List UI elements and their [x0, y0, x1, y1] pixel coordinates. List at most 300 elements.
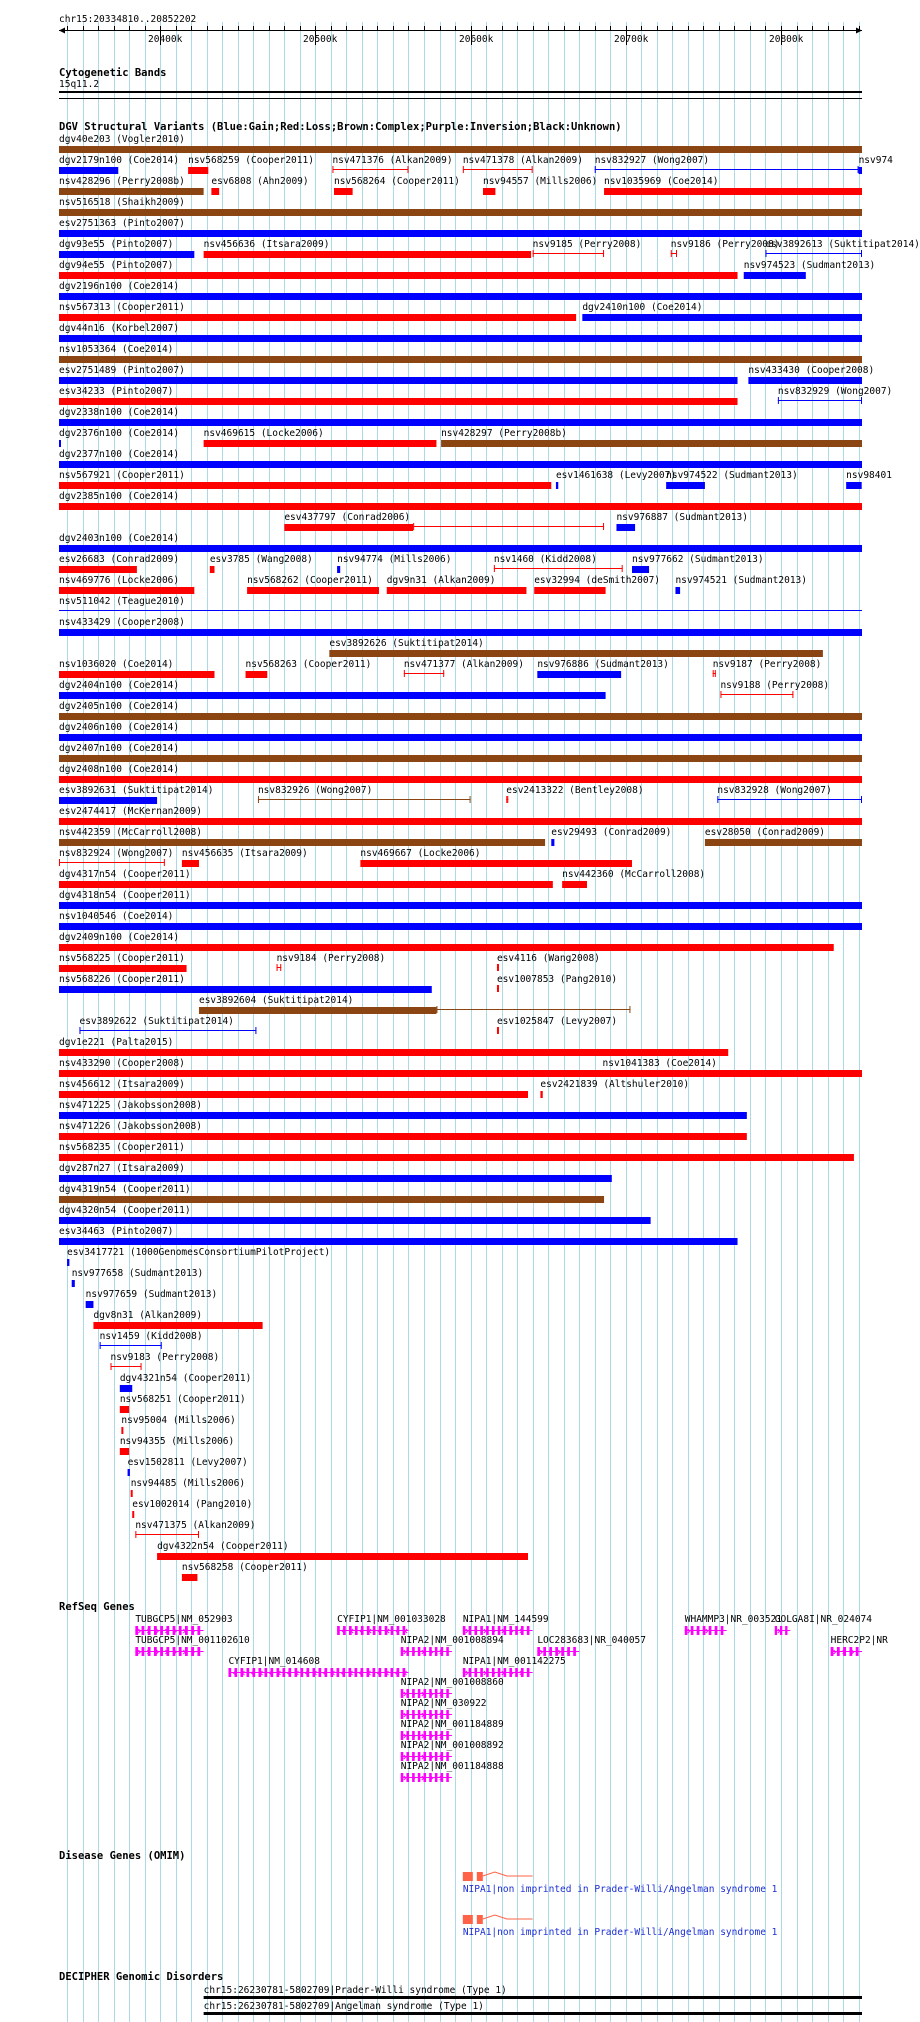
ruler-tick-label: 20800k	[769, 34, 804, 45]
sv-feature-bar	[59, 1154, 854, 1161]
sv-feature-bar	[131, 1490, 133, 1497]
sv-feature-label: dgv2196n100 (Coe2014)	[59, 281, 180, 292]
sv-feature-cap	[255, 1027, 256, 1034]
sv-feature-cap	[778, 397, 779, 404]
gene-exon	[469, 1626, 472, 1635]
gene-exon	[856, 1647, 859, 1656]
sv-feature-label: nsv94557 (Mills2006)	[482, 176, 598, 187]
gene-exon	[721, 1626, 724, 1635]
sv-feature-label: nsv568251 (Cooper2011)	[119, 1394, 246, 1405]
gene-exon	[228, 1668, 231, 1677]
sv-feature-label: nsv568264 (Cooper2011)	[334, 176, 460, 187]
sv-feature-label: nsv567921 (Cooper2011)	[59, 470, 185, 481]
gene-exon	[154, 1626, 157, 1635]
sv-feature-label: nsv94774 (Mills2006)	[337, 554, 452, 565]
sv-feature-label: nsv832926 (Wong2007)	[257, 785, 373, 796]
gene-exon	[837, 1647, 840, 1656]
sv-feature-label: esv6808 (Ahn2009)	[211, 176, 309, 187]
track-title-dgv: DGV Structural Variants (Blue:Gain;Red:Loss;Brown:Complex;Purple:Inversion;Black:Unknown)	[59, 121, 622, 133]
sv-feature-bar	[59, 755, 862, 762]
gene-label: CYFIP1|NM_014608	[228, 1656, 320, 1667]
decipher-label: chr15:26230781-5802709|Prader-Willi syndrome (Type 1)	[203, 1985, 507, 1996]
gene-label: LOC283683|NR_040057	[537, 1635, 646, 1646]
sv-feature-label: esv3892626 (Suktitipat2014)	[329, 638, 484, 649]
sv-feature-bar	[744, 272, 806, 279]
sv-feature-cap	[861, 397, 862, 404]
omim-exon	[463, 1872, 473, 1881]
sv-feature-bar	[59, 482, 551, 489]
sv-feature-label: nsv977658 (Sudmant2013)	[71, 1268, 204, 1279]
sv-feature-thin	[404, 673, 444, 674]
sv-feature-label: nsv9183 (Perry2008)	[110, 1352, 220, 1363]
sv-feature-cap	[463, 166, 464, 173]
sv-feature-bar	[121, 1427, 123, 1434]
sv-feature-bar	[556, 482, 558, 489]
track-title-omim: Disease Genes (OMIM)	[59, 1850, 186, 1862]
track-title-cytoband: Cytogenetic Bands	[59, 67, 167, 79]
sv-feature-label: dgv1e221 (Palta2015)	[59, 1037, 174, 1048]
sv-feature-bar	[59, 1070, 603, 1077]
decipher-label: chr15:26230781-5802709|Angelman syndrome (Type 1)	[203, 2001, 484, 2012]
omim-exon	[477, 1915, 483, 1924]
gene-exon	[555, 1647, 558, 1656]
gene-exon	[179, 1647, 182, 1656]
gene-exon	[469, 1668, 472, 1677]
sv-feature-label: dgv8n31 (Alkan2009)	[93, 1310, 203, 1321]
gene-exon	[703, 1626, 706, 1635]
sv-feature-bar	[59, 944, 834, 951]
sv-feature-label: nsv456636 (Itsara2009)	[203, 239, 330, 250]
sv-feature-cap	[100, 1342, 101, 1349]
sv-feature-cap	[59, 859, 60, 866]
sv-feature-thin	[100, 1345, 162, 1346]
sv-feature-label: nsv471226 (Jakobsson2008)	[59, 1121, 202, 1132]
sv-feature-bar	[562, 881, 587, 888]
sv-feature-label: dgv40e203 (Vogler2010)	[59, 134, 185, 145]
sv-feature-bar	[204, 251, 531, 258]
sv-feature-label: nsv568225 (Cooper2011)	[59, 953, 185, 964]
sv-feature-label: nsv95004 (Mills2006)	[121, 1415, 236, 1426]
sv-feature-bar	[59, 440, 61, 447]
sv-feature-label: dgv93e55 (Pinto2007)	[59, 239, 174, 250]
sv-feature-bar	[67, 1259, 69, 1266]
omim-label: NIPA1|non imprinted in Prader-Willi/Angelman syndrome 1	[462, 1884, 778, 1895]
sv-feature-cap	[532, 166, 533, 173]
gene-exon	[403, 1626, 406, 1635]
gene-exon	[498, 1626, 501, 1635]
omim-intron-line	[483, 1915, 533, 1919]
sv-feature-label: nsv568258 (Cooper2011)	[181, 1562, 308, 1573]
sv-feature-bar	[59, 713, 862, 720]
gene-exon	[429, 1731, 432, 1740]
sv-feature-label: nsv456635 (Itsara2009)	[181, 848, 308, 859]
sv-feature-bar	[846, 482, 862, 489]
sv-feature-cap	[595, 166, 596, 173]
gene-exon	[561, 1647, 564, 1656]
gene-exon	[401, 1752, 404, 1761]
sv-feature-label: nsv442359 (McCarroll2008)	[59, 827, 202, 838]
sv-feature-label: nsv1035969 (Coe2014)	[604, 176, 719, 187]
sv-feature-label: nsv9184 (Perry2008)	[276, 953, 386, 964]
sv-feature-bar	[603, 1070, 862, 1077]
gene-label: NIPA2|NM_001184889	[400, 1719, 504, 1730]
gene-exon	[537, 1647, 540, 1656]
sv-feature-label: esv2751489 (Pinto2007)	[59, 365, 185, 376]
sv-feature-label: nsv1036020 (Coe2014)	[59, 659, 174, 670]
gene-exon	[396, 1668, 399, 1677]
gene-exon	[785, 1626, 787, 1635]
gene-exon	[160, 1626, 163, 1635]
ruler-tick-label: 20500k	[303, 34, 338, 45]
gene-exon	[435, 1710, 438, 1719]
sv-feature-cap	[258, 796, 259, 803]
gene-label: NIPA2|NM_001008892	[400, 1740, 504, 1751]
gene-exon	[480, 1626, 483, 1635]
gene-exon	[543, 1647, 546, 1656]
gene-exon	[142, 1647, 145, 1656]
sv-feature-bar	[59, 839, 545, 846]
gene-exon	[429, 1689, 432, 1698]
sv-feature-label: nsv471375 (Alkan2009)	[135, 1520, 256, 1531]
sv-feature-bar	[59, 1238, 738, 1245]
sv-feature-bar	[59, 545, 862, 552]
sv-feature-cap	[161, 1342, 162, 1349]
sv-feature-bar	[72, 1280, 75, 1287]
gene-exon	[360, 1668, 363, 1677]
sv-feature-cap	[498, 985, 499, 992]
sv-feature-label: nsv428297 (Perry2008b)	[441, 428, 567, 439]
gene-exon	[463, 1668, 466, 1677]
sv-feature-label: nsv1053364 (Coe2014)	[59, 344, 174, 355]
sv-feature-cap	[497, 985, 498, 992]
gene-exon	[390, 1668, 393, 1677]
sv-feature-bar	[59, 881, 553, 888]
gene-exon	[401, 1773, 404, 1782]
sv-feature-bar	[210, 566, 215, 573]
gene-exon	[401, 1647, 404, 1656]
sv-feature-bar	[59, 146, 862, 153]
sv-feature-bar	[59, 923, 862, 930]
gene-exon	[324, 1668, 327, 1677]
sv-feature-bar	[59, 965, 187, 972]
gene-exon	[463, 1626, 466, 1635]
sv-feature-bar	[247, 587, 379, 594]
gene-exon	[418, 1647, 421, 1656]
sv-feature-label: nsv471377 (Alkan2009)	[403, 659, 524, 670]
sv-feature-bar	[120, 1406, 129, 1413]
gene-exon	[849, 1647, 852, 1656]
sv-feature-bar	[132, 1511, 134, 1518]
sv-feature-label: dgv4320n54 (Cooper2011)	[59, 1205, 191, 1216]
sv-feature-label: esv29493 (Conrad2009)	[551, 827, 672, 838]
gene-exon	[418, 1689, 421, 1698]
gene-exon	[372, 1668, 375, 1677]
sv-feature-cap	[198, 1531, 199, 1538]
sv-feature-bar	[537, 671, 621, 678]
sv-feature-bar	[59, 1091, 528, 1098]
sv-feature-label: dgv94e55 (Pinto2007)	[59, 260, 174, 271]
gene-exon	[527, 1668, 530, 1677]
gene-exon	[300, 1668, 303, 1677]
sv-feature-label: esv3892604 (Suktitipat2014)	[198, 995, 354, 1006]
gene-exon	[173, 1647, 176, 1656]
sv-feature-label: dgv4318n54 (Cooper2011)	[59, 890, 191, 901]
sv-feature-bar	[59, 671, 214, 678]
gene-exon	[685, 1626, 688, 1635]
gene-label: TUBGCP5|NM_052903	[135, 1614, 233, 1625]
sv-feature-bar	[199, 1007, 436, 1014]
sv-feature-thin	[413, 526, 604, 527]
sv-feature-label: nsv456612 (Itsara2009)	[59, 1079, 185, 1090]
gene-exon	[435, 1773, 438, 1782]
gene-exon	[691, 1626, 694, 1635]
sv-feature-label: nsv469667 (Locke2006)	[360, 848, 481, 859]
sv-feature-label: dgv4322n54 (Cooper2011)	[157, 1541, 289, 1552]
gene-exon	[406, 1773, 409, 1782]
gene-exon	[401, 1689, 404, 1698]
sv-feature-bar	[59, 209, 862, 216]
sv-feature-label: dgv2408n100 (Coe2014)	[59, 764, 180, 775]
ruler-tick-label: 20600k	[459, 34, 494, 45]
sv-feature-bar	[387, 587, 527, 594]
gene-exon	[509, 1668, 512, 1677]
sv-feature-label: dgv2179n100 (Coe2014)	[59, 155, 180, 166]
sv-feature-label: nsv94355 (Mills2006)	[119, 1436, 235, 1447]
sv-feature-bar	[59, 986, 432, 993]
sv-feature-label: dgv2404n100 (Coe2014)	[59, 680, 180, 691]
gene-exon	[509, 1626, 512, 1635]
sv-feature-label: nsv974	[858, 155, 893, 166]
sv-feature-bar	[329, 650, 823, 657]
gene-exon	[515, 1626, 518, 1635]
sv-feature-label: esv28050 (Conrad2009)	[704, 827, 826, 838]
sv-feature-cap	[141, 1363, 142, 1370]
sv-feature-bar	[59, 503, 862, 510]
sv-feature-cap	[717, 796, 718, 803]
gene-exon	[401, 1731, 404, 1740]
sv-feature-label: nsv1459 (Kidd2008)	[99, 1331, 203, 1342]
sv-feature-label: dgv2377n100 (Coe2014)	[59, 449, 180, 460]
sv-feature-label: esv3892622 (Suktitipat2014)	[79, 1016, 234, 1027]
sv-feature-cap	[79, 1027, 80, 1034]
sv-feature-label: nsv433290 (Cooper2008)	[59, 1058, 185, 1069]
gene-exon	[373, 1626, 376, 1635]
gene-exon	[406, 1710, 409, 1719]
gene-exon	[354, 1668, 357, 1677]
sv-feature-label: esv2751363 (Pinto2007)	[59, 218, 185, 229]
sv-feature-label: dgv4319n54 (Cooper2011)	[59, 1184, 191, 1195]
sv-feature-label: dgv2410n100 (Coe2014)	[582, 302, 703, 313]
gene-label: GOLGA8I|NR_024074	[774, 1614, 872, 1625]
sv-feature-thin	[717, 799, 862, 800]
sv-feature-label: nsv1460 (Kidd2008)	[493, 554, 597, 565]
sv-feature-thin	[720, 694, 793, 695]
sv-feature-label: dgv2403n100 (Coe2014)	[59, 533, 180, 544]
gene-exon	[406, 1731, 409, 1740]
sv-feature-label: nsv433429 (Cooper2008)	[59, 617, 185, 628]
gene-exon	[378, 1668, 381, 1677]
sv-feature-bar	[59, 692, 606, 699]
sv-feature-label: nsv832928 (Wong2007)	[717, 785, 832, 796]
gene-exon	[486, 1626, 489, 1635]
sv-feature-label: dgv287n27 (Itsara2009)	[59, 1163, 185, 1174]
sv-feature-bar	[337, 566, 340, 573]
sv-feature-bar	[551, 839, 554, 846]
sv-feature-cap	[443, 670, 444, 677]
sv-feature-cap	[622, 565, 623, 572]
sv-feature-label: dgv2405n100 (Coe2014)	[59, 701, 180, 712]
sv-feature-label: dgv2409n100 (Coe2014)	[59, 932, 180, 943]
sv-feature-cap	[507, 796, 508, 803]
decipher-bar	[204, 1996, 862, 1999]
gene-exon	[343, 1626, 346, 1635]
sv-feature-label: nsv9186 (Perry2008)	[670, 239, 780, 250]
sv-feature-bar	[59, 1133, 747, 1140]
omim-exon	[477, 1872, 483, 1881]
sv-feature-bar	[534, 587, 605, 594]
gene-exon	[135, 1647, 138, 1656]
gene-exon	[154, 1647, 157, 1656]
sv-feature-thin	[436, 1009, 630, 1010]
sv-feature-cap	[629, 1006, 630, 1013]
sv-feature-bar	[859, 167, 862, 174]
gene-exon	[197, 1647, 200, 1656]
sv-feature-bar	[59, 629, 862, 636]
sv-feature-label: nsv568262 (Cooper2011)	[247, 575, 373, 586]
sv-feature-bar	[59, 1049, 728, 1056]
ruler-tick-label: 20700k	[614, 34, 649, 45]
gene-exon	[406, 1752, 409, 1761]
sv-feature-bar	[120, 1448, 129, 1455]
sv-feature-label: esv437797 (Conrad2006)	[284, 512, 411, 523]
sv-feature-label: dgv2376n100 (Coe2014)	[59, 428, 180, 439]
sv-feature-cap	[676, 250, 677, 257]
gene-exon	[446, 1773, 449, 1782]
sv-feature-label: esv2474417 (McKernan2009)	[59, 806, 202, 817]
sv-feature-bar	[59, 230, 862, 237]
sv-feature-bar	[211, 188, 219, 195]
gene-exon	[831, 1647, 834, 1656]
sv-feature-bar	[59, 272, 738, 279]
sv-feature-label: nsv9185 (Perry2008)	[532, 239, 642, 250]
gene-exon	[282, 1668, 285, 1677]
sv-feature-bar	[182, 1574, 198, 1581]
sv-feature-label: dgv2338n100 (Coe2014)	[59, 407, 180, 418]
sv-feature-bar	[120, 1385, 132, 1392]
gene-exon	[418, 1731, 421, 1740]
gene-exon	[446, 1689, 449, 1698]
sv-feature-thin	[533, 253, 604, 254]
sv-feature-bar	[59, 1112, 747, 1119]
sv-feature-bar	[59, 797, 157, 804]
sv-feature-bar	[59, 1217, 651, 1224]
sv-feature-cap	[765, 250, 766, 257]
sv-feature-label: esv34463 (Pinto2007)	[59, 1226, 174, 1237]
gene-exon	[246, 1668, 249, 1677]
sv-feature-label: nsv469776 (Locke2006)	[59, 575, 180, 586]
sv-feature-cap	[407, 166, 408, 173]
sv-feature-label: esv2413322 (Bentley2008)	[506, 785, 644, 796]
sv-feature-cap	[858, 166, 859, 173]
sv-feature-label: nsv94485 (Mills2006)	[130, 1478, 246, 1489]
sv-feature-bar	[59, 1175, 612, 1182]
sv-feature-label: nsv976886 (Sudmant2013)	[537, 659, 669, 670]
sv-feature-cap	[470, 796, 471, 803]
gene-exon	[391, 1626, 394, 1635]
sv-feature-hair	[59, 610, 862, 611]
ruler-arrow-left-icon	[59, 28, 65, 34]
sv-feature-label: nsv976887 (Sudmant2013)	[616, 512, 749, 523]
sv-feature-label: nsv832929 (Wong2007)	[777, 386, 893, 397]
sv-feature-label: nsv974521 (Sudmant2013)	[675, 575, 807, 586]
sv-feature-cap	[277, 964, 278, 971]
sv-feature-label: dgv2407n100 (Coe2014)	[59, 743, 180, 754]
sv-feature-label: nsv9187 (Perry2008)	[712, 659, 822, 670]
sv-feature-bar	[86, 1301, 94, 1308]
sv-feature-label: esv3892631 (Suktitipat2014)	[59, 785, 214, 796]
sv-feature-bar	[59, 461, 862, 468]
sv-feature-cap	[280, 964, 281, 971]
gene-exon	[401, 1710, 404, 1719]
gene-exon	[429, 1710, 432, 1719]
gene-exon	[406, 1689, 409, 1698]
sv-feature-label: dgv4317n54 (Cooper2011)	[59, 869, 191, 880]
sv-feature-bar	[284, 524, 413, 531]
gene-exon	[480, 1668, 483, 1677]
sv-feature-label: nsv9188 (Perry2008)	[720, 680, 830, 691]
gene-exon	[197, 1626, 200, 1635]
gene-label: TUBGCP5|NM_001102610	[135, 1635, 250, 1646]
sv-feature-label: esv1002014 (Pang2010)	[132, 1499, 253, 1510]
gene-exon	[355, 1626, 358, 1635]
gene-label: NIPA2|NM_030922	[400, 1698, 487, 1709]
sv-feature-label: nsv1040546 (Coe2014)	[59, 911, 174, 922]
sv-feature-label: nsv568235 (Cooper2011)	[59, 1142, 185, 1153]
sv-feature-thin	[111, 1366, 142, 1367]
gene-exon	[446, 1752, 449, 1761]
gene-exon	[429, 1773, 432, 1782]
sv-feature-cap	[713, 670, 714, 677]
gene-exon	[142, 1626, 145, 1635]
sv-feature-label: nsv98401	[846, 470, 892, 481]
gene-exon	[418, 1752, 421, 1761]
sv-feature-label: esv4116 (Wang2008)	[496, 953, 600, 964]
sv-feature-bar	[59, 587, 194, 594]
sv-feature-label: nsv471378 (Alkan2009)	[462, 155, 583, 166]
sv-feature-bar	[59, 902, 862, 909]
gene-exon	[288, 1668, 291, 1677]
gene-exon	[573, 1647, 576, 1656]
sv-feature-bar	[59, 1196, 604, 1203]
sv-feature-label: nsv832927 (Wong2007)	[594, 155, 710, 166]
cytoband-band	[59, 91, 862, 93]
sv-feature-bar	[59, 335, 862, 342]
gene-exon	[429, 1752, 432, 1761]
sv-feature-bar	[582, 314, 862, 321]
cytoband-label: 15q11.2	[59, 79, 100, 90]
sv-feature-bar	[59, 398, 738, 405]
gene-exon	[429, 1647, 432, 1656]
gene-exon	[135, 1626, 138, 1635]
sv-feature-bar	[59, 188, 204, 195]
sv-feature-label: esv2421839 (Altshuler2010)	[540, 1079, 690, 1090]
cytoband-divider	[59, 98, 862, 99]
sv-feature-label: dgv44n16 (Korbel2007)	[59, 323, 180, 334]
sv-feature-bar	[93, 1322, 262, 1329]
sv-feature-bar	[59, 356, 862, 363]
sv-feature-thin	[258, 799, 471, 800]
gene-exon	[435, 1647, 438, 1656]
